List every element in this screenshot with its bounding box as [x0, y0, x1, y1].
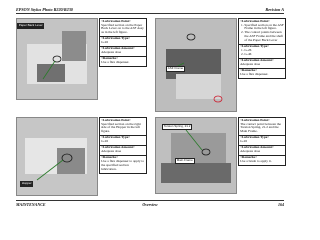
asf-frame-photo	[155, 18, 237, 112]
amount-heading: <Lubrication Amount>	[240, 145, 274, 150]
amount-heading: <Lubrication Amount>	[101, 46, 135, 51]
type-heading: <Lubrication Type>	[240, 44, 270, 49]
remarks-text: Use a flux dispenser to apply to the specified section lubrication.	[101, 159, 145, 172]
main-frame-callout: Main Frame	[176, 158, 193, 163]
point-text: Specified section on the Paper Back Lever on to the ASF Assy as in the left figure.	[101, 22, 144, 35]
type-item-1: 1. G-26	[244, 49, 284, 53]
amount-heading: <Lubrication Amount>	[240, 58, 274, 63]
type-heading: <Lubrication Type>	[101, 36, 131, 41]
point-text: Specified section on the right side of the Hopper in the left figure.	[101, 121, 141, 134]
amount-heading: <Lubrication Amount>	[101, 145, 135, 150]
point-heading: <Lubrication Point>	[101, 117, 131, 122]
amount-text: Adequate dose	[101, 149, 122, 154]
remarks-text: Use a flux dispenser.	[240, 72, 269, 77]
point-item-1: 1. Specified section on the ASF Frame in the left figure.	[244, 24, 284, 32]
remarks-text: Use a brush to apply it.	[240, 159, 272, 164]
remarks-heading: <Remarks>	[240, 68, 258, 73]
point-item-2: 2. The contact points between the ASF Frame and the shaft of the Paper Back Lever	[244, 31, 284, 43]
point-text: The contact point between the Torsion Spring, 21.2 and the Main Frame.	[240, 121, 281, 134]
footer-chapter: MAINTENANCE	[16, 202, 46, 207]
torsion-spring-callout: Torsion Spring, 21.2	[163, 124, 191, 129]
remarks-heading: <Remarks>	[101, 56, 119, 61]
type-heading: <Lubrication Type>	[101, 135, 131, 140]
remarks-heading: <Remarks>	[101, 155, 119, 160]
amount-text: Adequate dose	[240, 149, 261, 154]
remarks-text: Use a flux dispenser.	[101, 60, 130, 65]
type-item-2: 2. G-46	[244, 53, 284, 57]
asf-frame-callout: ASF Frame	[167, 66, 184, 71]
remarks-heading: <Remarks>	[240, 155, 258, 160]
type-heading: <Lubrication Type>	[240, 135, 270, 140]
point-heading: <Lubrication Point>	[240, 117, 270, 122]
point-heading: <Lubrication Point>	[101, 18, 131, 23]
paper-back-lever-callout: Paper Back Lever	[18, 23, 43, 28]
point-heading: <Lubrication Point>	[240, 18, 270, 23]
amount-text: Adequate dose	[101, 50, 122, 55]
page-number: 164	[278, 202, 284, 207]
doc-title: EPSON Stylus Photo R220/R230	[16, 7, 73, 12]
type-text: G-26	[101, 40, 109, 45]
header-rule	[16, 13, 284, 14]
lubrication-info-box-3	[99, 117, 147, 174]
type-text: G-26	[240, 139, 248, 144]
amount-text: Adequate dose	[240, 62, 261, 67]
footer-section: Overview	[142, 202, 158, 207]
paper-back-lever-photo	[16, 18, 98, 100]
footer-rule	[16, 200, 284, 202]
type-text: G-26	[101, 139, 109, 144]
hopper-callout: Hopper	[21, 181, 32, 186]
lubrication-info-box-2	[238, 18, 286, 79]
lubrication-info-box-4	[238, 117, 286, 166]
revision-label: Revision A	[265, 7, 284, 12]
lubrication-info-box-1	[99, 18, 147, 67]
